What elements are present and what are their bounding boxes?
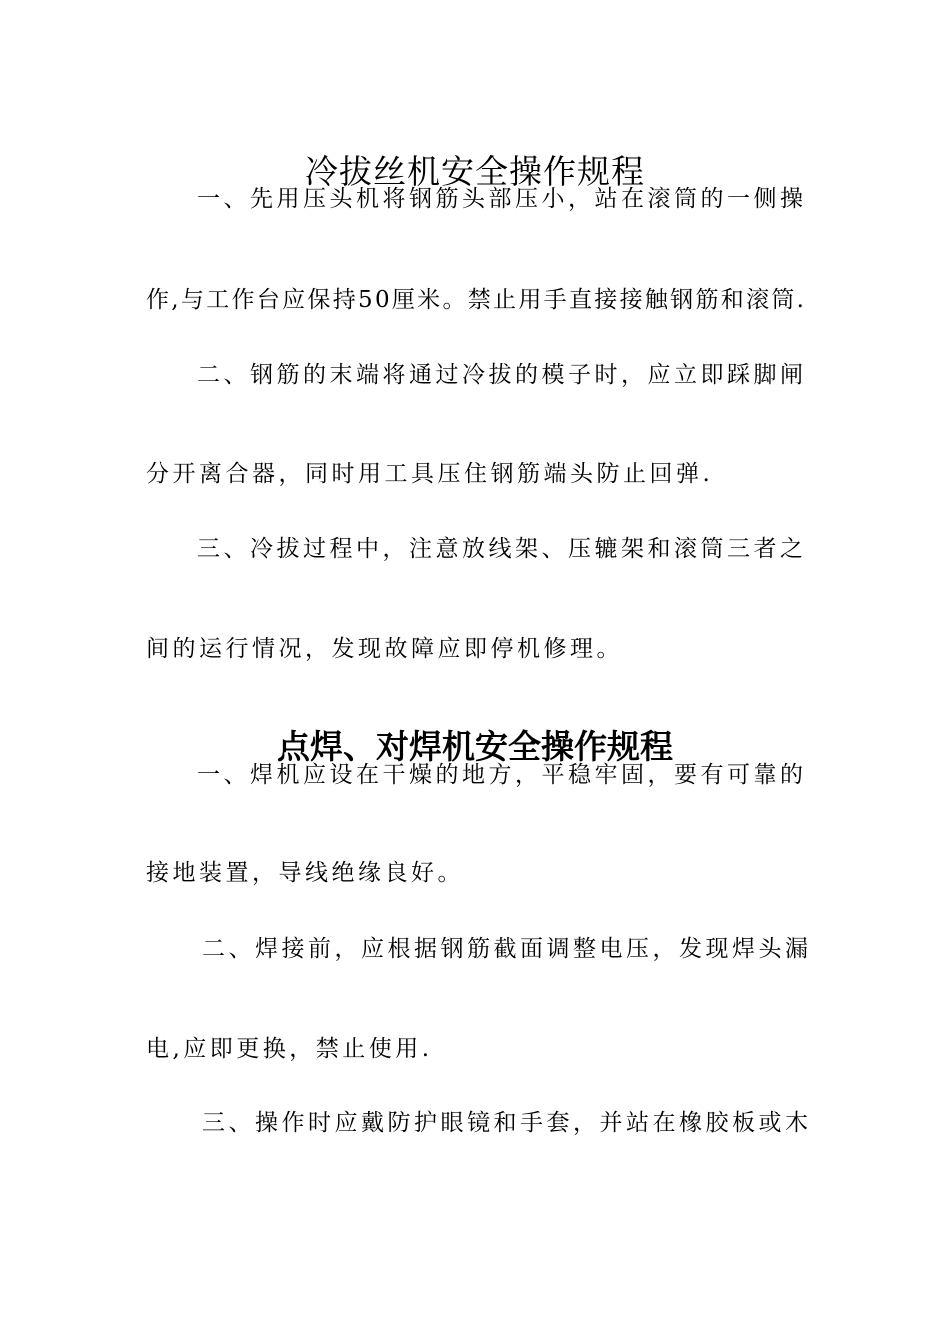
paragraph-line: 三、操作时应戴防护眼镜和手套，并站在橡胶板或木: [202, 1110, 812, 1136]
section-title-cold-drawing: 冷拔丝机安全操作规程: [305, 152, 645, 192]
paragraph-line: 分开离合器，同时用工具压住钢筋端头防止回弹.: [146, 461, 714, 487]
paragraph-line: 间的运行情况，发现故障应即停机修理。: [146, 636, 623, 662]
paragraph-line: 二、焊接前，应根据钢筋截面调整电压，发现焊头漏: [202, 936, 812, 962]
paragraph-line: 接地装置，导线绝缘良好。: [146, 860, 464, 886]
section-title-welding: 点焊、对焊机安全操作规程: [277, 727, 673, 767]
paragraph-line: 二、钢筋的末端将通过冷拔的模子时，应立即踩脚闸: [197, 362, 807, 388]
paragraph-line: 作,与工作台应保持50厘米。禁止用手直接接触钢筋和滚筒.: [146, 287, 807, 313]
paragraph-line: 三、冷拔过程中，注意放线架、压辘架和滚筒三者之: [197, 536, 807, 562]
paragraph-line: 一、先用压头机将钢筋头部压小，站在滚筒的一侧操: [197, 186, 807, 212]
paragraph-line: 电,应即更换，禁止使用.: [146, 1036, 433, 1062]
paragraph-line: 一、焊机应设在干燥的地方，平稳牢固，要有可靠的: [197, 762, 807, 788]
